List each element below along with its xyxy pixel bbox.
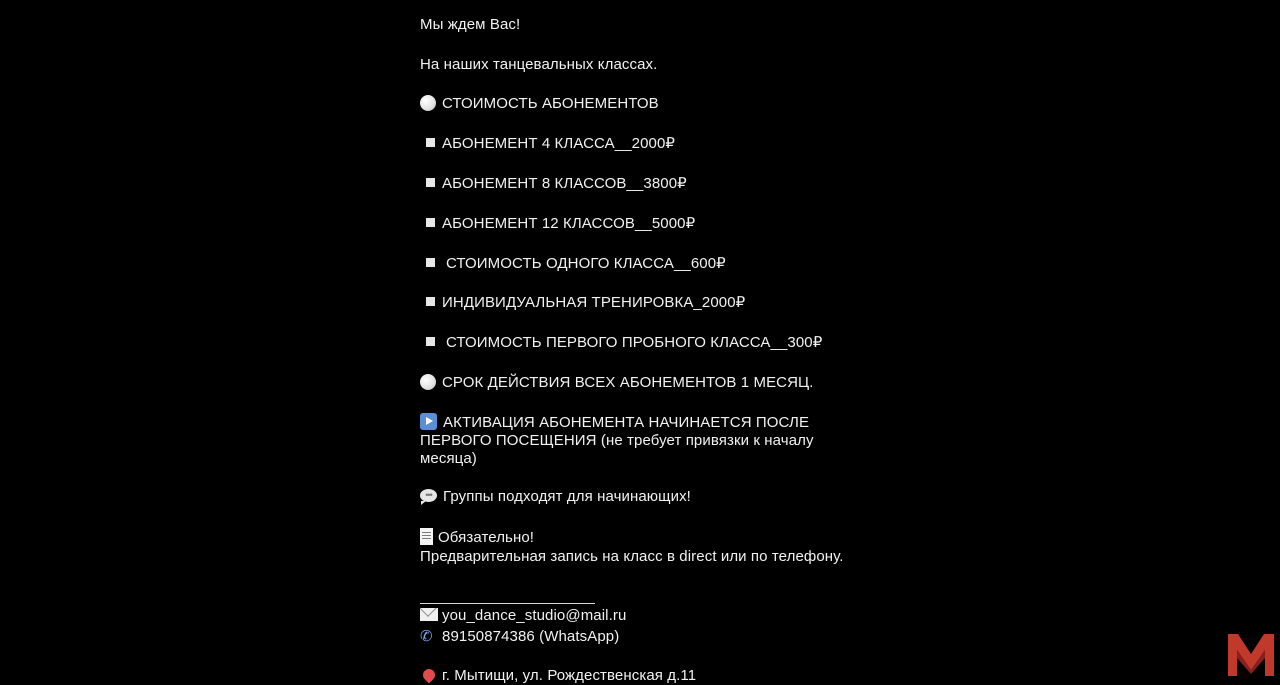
white-square-icon xyxy=(426,337,435,346)
address-line xyxy=(420,667,696,685)
required-title: Обязательно! xyxy=(438,529,535,546)
intro-text: На наших танцевальных классах. xyxy=(420,56,658,73)
white-square-icon xyxy=(426,178,435,187)
price-item-label: АБОНЕМЕНТ 12 КЛАССОВ__5000₽ xyxy=(442,215,696,232)
price-item xyxy=(420,135,675,153)
price-item xyxy=(420,334,822,352)
telephone-icon: ✆ xyxy=(420,628,433,645)
phone-line xyxy=(420,628,619,646)
price-item-label: СТОИМОСТЬ ОДНОГО КЛАССА__600₽ xyxy=(446,255,726,272)
price-item-label: АБОНЕМЕНТ 8 КЛАССОВ__3800₽ xyxy=(442,175,687,192)
white-circle-icon xyxy=(420,374,436,390)
white-square-icon xyxy=(426,258,435,267)
white-square-icon xyxy=(426,138,435,147)
play-button-icon xyxy=(420,413,437,430)
white-square-icon xyxy=(426,218,435,227)
required-title-line xyxy=(420,528,534,547)
required-text: Предварительная запись на класс в direct или по телефону. xyxy=(420,548,844,565)
phone-link[interactable]: 89150874386 (WhatsApp) xyxy=(442,628,620,645)
location-pin-icon xyxy=(421,667,438,684)
pricing-header-label: СТОИМОСТЬ АБОНЕМЕНТОВ xyxy=(442,95,659,112)
envelope-icon xyxy=(420,608,438,621)
price-item xyxy=(420,255,726,273)
watermark-logo xyxy=(1226,630,1276,678)
price-item xyxy=(420,175,687,193)
activation-paragraph xyxy=(420,413,860,468)
document-icon xyxy=(420,528,433,545)
price-item xyxy=(420,294,745,312)
email-line xyxy=(420,607,626,625)
address-text: г. Мытищи, ул. Рождественская д.11 xyxy=(442,667,697,684)
validity-text: СРОК ДЕЙСТВИЯ ВСЕХ АБОНЕМЕНТОВ 1 МЕСЯЦ. xyxy=(442,374,814,391)
price-item-label: АБОНЕМЕНТ 4 КЛАССА__2000₽ xyxy=(442,135,676,152)
white-square-icon xyxy=(426,297,435,306)
greeting-text: Мы ждем Вас! xyxy=(420,16,521,33)
price-item xyxy=(420,215,695,233)
email-link[interactable]: you_dance_studio@mail.ru xyxy=(442,607,627,624)
validity-line xyxy=(420,374,814,392)
white-circle-icon xyxy=(420,95,436,111)
watermark-m-icon xyxy=(1228,634,1274,676)
groups-line xyxy=(420,488,691,506)
activation-text: АКТИВАЦИЯ АБОНЕМЕНТА НАЧИНАЕТСЯ ПОСЛЕ ПЕРВОГО ПОСЕЩЕНИЯ (не требует привязки к началу месяца) xyxy=(420,414,814,467)
price-item-label: СТОИМОСТЬ ПЕРВОГО ПРОБНОГО КЛАССА__300₽ xyxy=(446,334,823,351)
divider xyxy=(420,603,595,604)
price-item-label: ИНДИВИДУАЛЬНАЯ ТРЕНИРОВКА_2000₽ xyxy=(442,294,746,311)
groups-text: Группы подходят для начинающих! xyxy=(443,488,691,505)
speech-bubble-icon xyxy=(420,489,437,502)
pricing-header xyxy=(420,95,659,113)
